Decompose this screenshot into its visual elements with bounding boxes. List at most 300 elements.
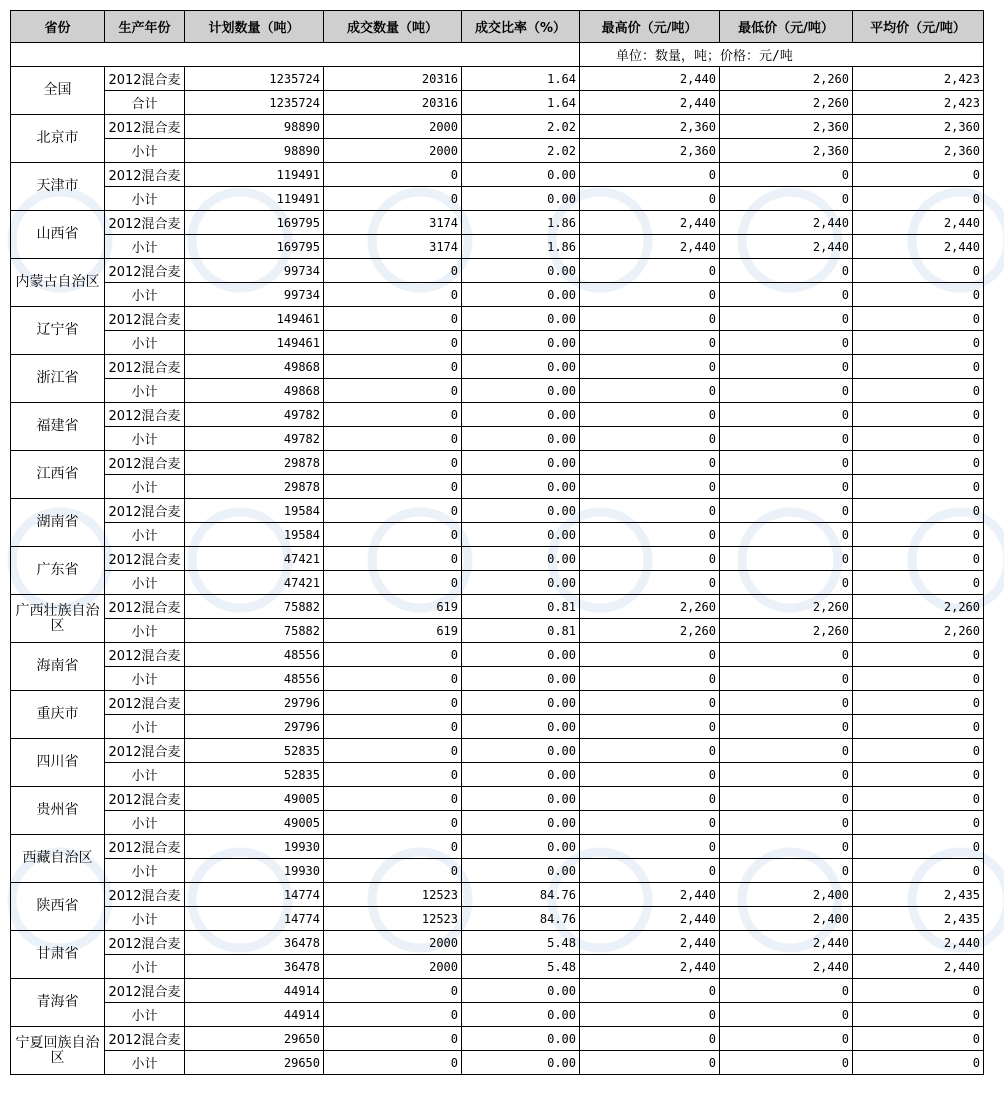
highest-price-cell: 0 xyxy=(580,763,720,787)
planned-quantity-cell: 75882 xyxy=(185,595,324,619)
planned-quantity-cell: 98890 xyxy=(185,115,324,139)
average-price-cell: 0 xyxy=(853,259,984,283)
lowest-price-cell: 2,360 xyxy=(720,139,853,163)
header-traded-quantity: 成交数量（吨） xyxy=(324,11,462,43)
production-year-cell: 小计 xyxy=(105,955,185,979)
trade-ratio-cell: 0.00 xyxy=(462,187,580,211)
highest-price-cell: 2,260 xyxy=(580,619,720,643)
traded-quantity-cell: 0 xyxy=(324,403,462,427)
table-row xyxy=(11,571,984,595)
production-year-cell: 小计 xyxy=(105,427,185,451)
province-cell: 广东省 xyxy=(11,547,105,595)
table-row xyxy=(11,835,984,859)
planned-quantity-cell: 29878 xyxy=(185,451,324,475)
traded-quantity-cell: 0 xyxy=(324,571,462,595)
average-price-cell: 0 xyxy=(853,835,984,859)
lowest-price-cell: 2,440 xyxy=(720,211,853,235)
trade-ratio-cell: 0.81 xyxy=(462,595,580,619)
production-year-cell: 小计 xyxy=(105,187,185,211)
highest-price-cell: 0 xyxy=(580,571,720,595)
lowest-price-cell: 0 xyxy=(720,307,853,331)
average-price-cell: 0 xyxy=(853,499,984,523)
highest-price-cell: 0 xyxy=(580,667,720,691)
table-row xyxy=(11,115,984,139)
planned-quantity-cell: 49782 xyxy=(185,427,324,451)
traded-quantity-cell: 2000 xyxy=(324,139,462,163)
average-price-cell: 0 xyxy=(853,163,984,187)
highest-price-cell: 0 xyxy=(580,355,720,379)
production-year-cell: 2012混合麦 xyxy=(105,115,185,139)
traded-quantity-cell: 20316 xyxy=(324,67,462,91)
trade-ratio-cell: 0.00 xyxy=(462,787,580,811)
traded-quantity-cell: 0 xyxy=(324,331,462,355)
production-year-cell: 小计 xyxy=(105,283,185,307)
production-year-cell: 2012混合麦 xyxy=(105,211,185,235)
average-price-cell: 0 xyxy=(853,427,984,451)
table-row xyxy=(11,379,984,403)
planned-quantity-cell: 14774 xyxy=(185,883,324,907)
traded-quantity-cell: 0 xyxy=(324,427,462,451)
production-year-cell: 2012混合麦 xyxy=(105,67,185,91)
highest-price-cell: 0 xyxy=(580,643,720,667)
traded-quantity-cell: 0 xyxy=(324,283,462,307)
trade-ratio-cell: 0.00 xyxy=(462,1051,580,1075)
highest-price-cell: 0 xyxy=(580,475,720,499)
average-price-cell: 2,360 xyxy=(853,139,984,163)
traded-quantity-cell: 619 xyxy=(324,595,462,619)
traded-quantity-cell: 0 xyxy=(324,259,462,283)
production-year-cell: 小计 xyxy=(105,379,185,403)
production-year-cell: 2012混合麦 xyxy=(105,307,185,331)
lowest-price-cell: 0 xyxy=(720,787,853,811)
planned-quantity-cell: 44914 xyxy=(185,979,324,1003)
highest-price-cell: 2,260 xyxy=(580,595,720,619)
planned-quantity-cell: 119491 xyxy=(185,187,324,211)
production-year-cell: 2012混合麦 xyxy=(105,163,185,187)
province-cell: 宁夏回族自治区 xyxy=(11,1027,105,1075)
trade-ratio-cell: 0.00 xyxy=(462,523,580,547)
production-year-cell: 2012混合麦 xyxy=(105,547,185,571)
average-price-cell: 0 xyxy=(853,331,984,355)
production-year-cell: 2012混合麦 xyxy=(105,979,185,1003)
highest-price-cell: 0 xyxy=(580,715,720,739)
lowest-price-cell: 2,260 xyxy=(720,67,853,91)
header-row xyxy=(11,11,984,43)
planned-quantity-cell: 14774 xyxy=(185,907,324,931)
table-row xyxy=(11,883,984,907)
average-price-cell: 2,435 xyxy=(853,907,984,931)
production-year-cell: 2012混合麦 xyxy=(105,787,185,811)
production-year-cell: 2012混合麦 xyxy=(105,883,185,907)
highest-price-cell: 0 xyxy=(580,259,720,283)
planned-quantity-cell: 29650 xyxy=(185,1027,324,1051)
production-year-cell: 小计 xyxy=(105,1051,185,1075)
average-price-cell: 2,423 xyxy=(853,91,984,115)
highest-price-cell: 0 xyxy=(580,811,720,835)
lowest-price-cell: 0 xyxy=(720,475,853,499)
province-cell: 四川省 xyxy=(11,739,105,787)
average-price-cell: 0 xyxy=(853,403,984,427)
table-row xyxy=(11,955,984,979)
lowest-price-cell: 2,440 xyxy=(720,931,853,955)
planned-quantity-cell: 36478 xyxy=(185,955,324,979)
table-row xyxy=(11,451,984,475)
lowest-price-cell: 0 xyxy=(720,163,853,187)
planned-quantity-cell: 119491 xyxy=(185,163,324,187)
header-planned-quantity: 计划数量（吨） xyxy=(185,11,324,43)
highest-price-cell: 0 xyxy=(580,187,720,211)
highest-price-cell: 0 xyxy=(580,331,720,355)
trade-ratio-cell: 1.64 xyxy=(462,67,580,91)
lowest-price-cell: 0 xyxy=(720,667,853,691)
trade-ratio-cell: 0.00 xyxy=(462,475,580,499)
trade-ratio-cell: 84.76 xyxy=(462,883,580,907)
table-row xyxy=(11,403,984,427)
table-row xyxy=(11,619,984,643)
table-row xyxy=(11,811,984,835)
highest-price-cell: 0 xyxy=(580,403,720,427)
province-cell: 福建省 xyxy=(11,403,105,451)
lowest-price-cell: 0 xyxy=(720,763,853,787)
planned-quantity-cell: 19584 xyxy=(185,499,324,523)
highest-price-cell: 0 xyxy=(580,1027,720,1051)
lowest-price-cell: 2,260 xyxy=(720,595,853,619)
production-year-cell: 2012混合麦 xyxy=(105,595,185,619)
average-price-cell: 0 xyxy=(853,475,984,499)
traded-quantity-cell: 0 xyxy=(324,475,462,499)
production-year-cell: 小计 xyxy=(105,1003,185,1027)
production-year-cell: 2012混合麦 xyxy=(105,691,185,715)
traded-quantity-cell: 0 xyxy=(324,811,462,835)
planned-quantity-cell: 29796 xyxy=(185,691,324,715)
planned-quantity-cell: 19930 xyxy=(185,859,324,883)
average-price-cell: 0 xyxy=(853,715,984,739)
traded-quantity-cell: 0 xyxy=(324,379,462,403)
province-cell: 北京市 xyxy=(11,115,105,163)
highest-price-cell: 0 xyxy=(580,787,720,811)
table-row xyxy=(11,1051,984,1075)
trade-ratio-cell: 0.00 xyxy=(462,163,580,187)
production-year-cell: 合计 xyxy=(105,91,185,115)
trade-summary-table xyxy=(10,10,984,1075)
traded-quantity-cell: 0 xyxy=(324,787,462,811)
table-row xyxy=(11,307,984,331)
lowest-price-cell: 0 xyxy=(720,355,853,379)
production-year-cell: 小计 xyxy=(105,667,185,691)
lowest-price-cell: 2,400 xyxy=(720,883,853,907)
planned-quantity-cell: 29650 xyxy=(185,1051,324,1075)
traded-quantity-cell: 0 xyxy=(324,979,462,1003)
planned-quantity-cell: 48556 xyxy=(185,667,324,691)
production-year-cell: 小计 xyxy=(105,331,185,355)
highest-price-cell: 2,360 xyxy=(580,115,720,139)
lowest-price-cell: 0 xyxy=(720,1027,853,1051)
planned-quantity-cell: 36478 xyxy=(185,931,324,955)
table-row xyxy=(11,715,984,739)
table-row xyxy=(11,259,984,283)
lowest-price-cell: 0 xyxy=(720,643,853,667)
lowest-price-cell: 0 xyxy=(720,379,853,403)
traded-quantity-cell: 0 xyxy=(324,1051,462,1075)
traded-quantity-cell: 12523 xyxy=(324,907,462,931)
province-cell: 江西省 xyxy=(11,451,105,499)
planned-quantity-cell: 29796 xyxy=(185,715,324,739)
planned-quantity-cell: 47421 xyxy=(185,571,324,595)
highest-price-cell: 0 xyxy=(580,979,720,1003)
average-price-cell: 0 xyxy=(853,355,984,379)
lowest-price-cell: 2,260 xyxy=(720,619,853,643)
traded-quantity-cell: 0 xyxy=(324,355,462,379)
province-cell: 湖南省 xyxy=(11,499,105,547)
highest-price-cell: 2,440 xyxy=(580,931,720,955)
traded-quantity-cell: 0 xyxy=(324,691,462,715)
unit-row xyxy=(11,43,984,67)
table-row xyxy=(11,931,984,955)
trade-ratio-cell: 1.64 xyxy=(462,91,580,115)
highest-price-cell: 0 xyxy=(580,835,720,859)
average-price-cell: 2,440 xyxy=(853,211,984,235)
production-year-cell: 2012混合麦 xyxy=(105,451,185,475)
planned-quantity-cell: 49005 xyxy=(185,787,324,811)
trade-ratio-cell: 0.00 xyxy=(462,667,580,691)
traded-quantity-cell: 0 xyxy=(324,523,462,547)
average-price-cell: 0 xyxy=(853,691,984,715)
average-price-cell: 2,360 xyxy=(853,115,984,139)
traded-quantity-cell: 2000 xyxy=(324,115,462,139)
table-body xyxy=(11,67,984,1075)
average-price-cell: 0 xyxy=(853,1027,984,1051)
production-year-cell: 小计 xyxy=(105,139,185,163)
production-year-cell: 2012混合麦 xyxy=(105,403,185,427)
province-cell: 全国 xyxy=(11,67,105,115)
table-row xyxy=(11,595,984,619)
traded-quantity-cell: 20316 xyxy=(324,91,462,115)
traded-quantity-cell: 0 xyxy=(324,859,462,883)
planned-quantity-cell: 29878 xyxy=(185,475,324,499)
average-price-cell: 2,440 xyxy=(853,955,984,979)
traded-quantity-cell: 0 xyxy=(324,739,462,763)
average-price-cell: 0 xyxy=(853,307,984,331)
lowest-price-cell: 0 xyxy=(720,571,853,595)
average-price-cell: 0 xyxy=(853,187,984,211)
table-row xyxy=(11,499,984,523)
province-cell: 辽宁省 xyxy=(11,307,105,355)
trade-ratio-cell: 0.81 xyxy=(462,619,580,643)
lowest-price-cell: 2,260 xyxy=(720,91,853,115)
production-year-cell: 2012混合麦 xyxy=(105,355,185,379)
production-year-cell: 小计 xyxy=(105,715,185,739)
traded-quantity-cell: 0 xyxy=(324,163,462,187)
production-year-cell: 小计 xyxy=(105,907,185,931)
header-trade-ratio: 成交比率（%） xyxy=(462,11,580,43)
highest-price-cell: 2,440 xyxy=(580,883,720,907)
trade-ratio-cell: 84.76 xyxy=(462,907,580,931)
average-price-cell: 0 xyxy=(853,571,984,595)
average-price-cell: 0 xyxy=(853,523,984,547)
traded-quantity-cell: 0 xyxy=(324,643,462,667)
trade-ratio-cell: 0.00 xyxy=(462,979,580,1003)
trade-ratio-cell: 0.00 xyxy=(462,835,580,859)
traded-quantity-cell: 0 xyxy=(324,499,462,523)
highest-price-cell: 0 xyxy=(580,283,720,307)
planned-quantity-cell: 99734 xyxy=(185,283,324,307)
table-row xyxy=(11,91,984,115)
average-price-cell: 2,440 xyxy=(853,235,984,259)
traded-quantity-cell: 0 xyxy=(324,187,462,211)
trade-ratio-cell: 0.00 xyxy=(462,763,580,787)
highest-price-cell: 0 xyxy=(580,859,720,883)
province-cell: 青海省 xyxy=(11,979,105,1027)
header-average-price: 平均价（元/吨） xyxy=(853,11,984,43)
lowest-price-cell: 0 xyxy=(720,859,853,883)
planned-quantity-cell: 49005 xyxy=(185,811,324,835)
province-cell: 内蒙古自治区 xyxy=(11,259,105,307)
highest-price-cell: 0 xyxy=(580,1003,720,1027)
traded-quantity-cell: 2000 xyxy=(324,955,462,979)
trade-ratio-cell: 0.00 xyxy=(462,739,580,763)
lowest-price-cell: 0 xyxy=(720,523,853,547)
traded-quantity-cell: 3174 xyxy=(324,235,462,259)
trade-ratio-cell: 0.00 xyxy=(462,1003,580,1027)
average-price-cell: 2,260 xyxy=(853,619,984,643)
highest-price-cell: 2,440 xyxy=(580,235,720,259)
highest-price-cell: 0 xyxy=(580,307,720,331)
lowest-price-cell: 0 xyxy=(720,811,853,835)
highest-price-cell: 2,440 xyxy=(580,907,720,931)
average-price-cell: 0 xyxy=(853,739,984,763)
highest-price-cell: 2,440 xyxy=(580,67,720,91)
average-price-cell: 0 xyxy=(853,283,984,307)
unit-row-spacer xyxy=(11,43,580,67)
trade-ratio-cell: 2.02 xyxy=(462,139,580,163)
province-cell: 贵州省 xyxy=(11,787,105,835)
highest-price-cell: 2,440 xyxy=(580,211,720,235)
planned-quantity-cell: 19584 xyxy=(185,523,324,547)
traded-quantity-cell: 0 xyxy=(324,307,462,331)
province-cell: 甘肃省 xyxy=(11,931,105,979)
highest-price-cell: 0 xyxy=(580,1051,720,1075)
province-cell: 重庆市 xyxy=(11,691,105,739)
planned-quantity-cell: 149461 xyxy=(185,307,324,331)
trade-ratio-cell: 2.02 xyxy=(462,115,580,139)
table-row xyxy=(11,1003,984,1027)
production-year-cell: 小计 xyxy=(105,763,185,787)
table-row xyxy=(11,643,984,667)
header-production-year: 生产年份 xyxy=(105,11,185,43)
average-price-cell: 2,435 xyxy=(853,883,984,907)
average-price-cell: 0 xyxy=(853,787,984,811)
trade-ratio-cell: 1.86 xyxy=(462,235,580,259)
trade-ratio-cell: 0.00 xyxy=(462,859,580,883)
planned-quantity-cell: 149461 xyxy=(185,331,324,355)
highest-price-cell: 0 xyxy=(580,739,720,763)
trade-ratio-cell: 5.48 xyxy=(462,931,580,955)
table-row xyxy=(11,283,984,307)
production-year-cell: 小计 xyxy=(105,859,185,883)
trade-ratio-cell: 5.48 xyxy=(462,955,580,979)
trade-ratio-cell: 0.00 xyxy=(462,499,580,523)
production-year-cell: 2012混合麦 xyxy=(105,931,185,955)
average-price-cell: 2,423 xyxy=(853,67,984,91)
planned-quantity-cell: 47421 xyxy=(185,547,324,571)
production-year-cell: 2012混合麦 xyxy=(105,259,185,283)
highest-price-cell: 2,360 xyxy=(580,139,720,163)
lowest-price-cell: 0 xyxy=(720,187,853,211)
average-price-cell: 0 xyxy=(853,763,984,787)
table-row xyxy=(11,331,984,355)
trade-ratio-cell: 0.00 xyxy=(462,571,580,595)
table-row xyxy=(11,763,984,787)
lowest-price-cell: 2,360 xyxy=(720,115,853,139)
traded-quantity-cell: 0 xyxy=(324,715,462,739)
table-row xyxy=(11,523,984,547)
trade-ratio-cell: 0.00 xyxy=(462,715,580,739)
traded-quantity-cell: 12523 xyxy=(324,883,462,907)
planned-quantity-cell: 98890 xyxy=(185,139,324,163)
trade-ratio-cell: 0.00 xyxy=(462,307,580,331)
table-row xyxy=(11,163,984,187)
trade-ratio-cell: 0.00 xyxy=(462,643,580,667)
highest-price-cell: 0 xyxy=(580,379,720,403)
planned-quantity-cell: 48556 xyxy=(185,643,324,667)
table-row xyxy=(11,1027,984,1051)
province-cell: 山西省 xyxy=(11,211,105,259)
table-row xyxy=(11,475,984,499)
trade-ratio-cell: 0.00 xyxy=(462,403,580,427)
table-row xyxy=(11,739,984,763)
production-year-cell: 小计 xyxy=(105,811,185,835)
production-year-cell: 2012混合麦 xyxy=(105,643,185,667)
header-highest-price: 最高价（元/吨） xyxy=(580,11,720,43)
production-year-cell: 小计 xyxy=(105,475,185,499)
highest-price-cell: 0 xyxy=(580,163,720,187)
traded-quantity-cell: 0 xyxy=(324,835,462,859)
trade-ratio-cell: 0.00 xyxy=(462,379,580,403)
trade-ratio-cell: 0.00 xyxy=(462,355,580,379)
average-price-cell: 0 xyxy=(853,1003,984,1027)
table-row xyxy=(11,787,984,811)
lowest-price-cell: 0 xyxy=(720,691,853,715)
average-price-cell: 2,260 xyxy=(853,595,984,619)
production-year-cell: 小计 xyxy=(105,571,185,595)
planned-quantity-cell: 49868 xyxy=(185,355,324,379)
lowest-price-cell: 0 xyxy=(720,835,853,859)
traded-quantity-cell: 0 xyxy=(324,547,462,571)
lowest-price-cell: 0 xyxy=(720,427,853,451)
highest-price-cell: 2,440 xyxy=(580,955,720,979)
lowest-price-cell: 0 xyxy=(720,283,853,307)
lowest-price-cell: 2,400 xyxy=(720,907,853,931)
lowest-price-cell: 0 xyxy=(720,259,853,283)
planned-quantity-cell: 1235724 xyxy=(185,67,324,91)
highest-price-cell: 0 xyxy=(580,499,720,523)
production-year-cell: 小计 xyxy=(105,523,185,547)
average-price-cell: 0 xyxy=(853,859,984,883)
traded-quantity-cell: 0 xyxy=(324,1003,462,1027)
planned-quantity-cell: 169795 xyxy=(185,211,324,235)
average-price-cell: 0 xyxy=(853,1051,984,1075)
average-price-cell: 0 xyxy=(853,643,984,667)
trade-ratio-cell: 0.00 xyxy=(462,283,580,307)
traded-quantity-cell: 0 xyxy=(324,763,462,787)
planned-quantity-cell: 52835 xyxy=(185,739,324,763)
planned-quantity-cell: 75882 xyxy=(185,619,324,643)
highest-price-cell: 2,440 xyxy=(580,91,720,115)
production-year-cell: 2012混合麦 xyxy=(105,739,185,763)
table-row xyxy=(11,235,984,259)
traded-quantity-cell: 619 xyxy=(324,619,462,643)
average-price-cell: 0 xyxy=(853,379,984,403)
